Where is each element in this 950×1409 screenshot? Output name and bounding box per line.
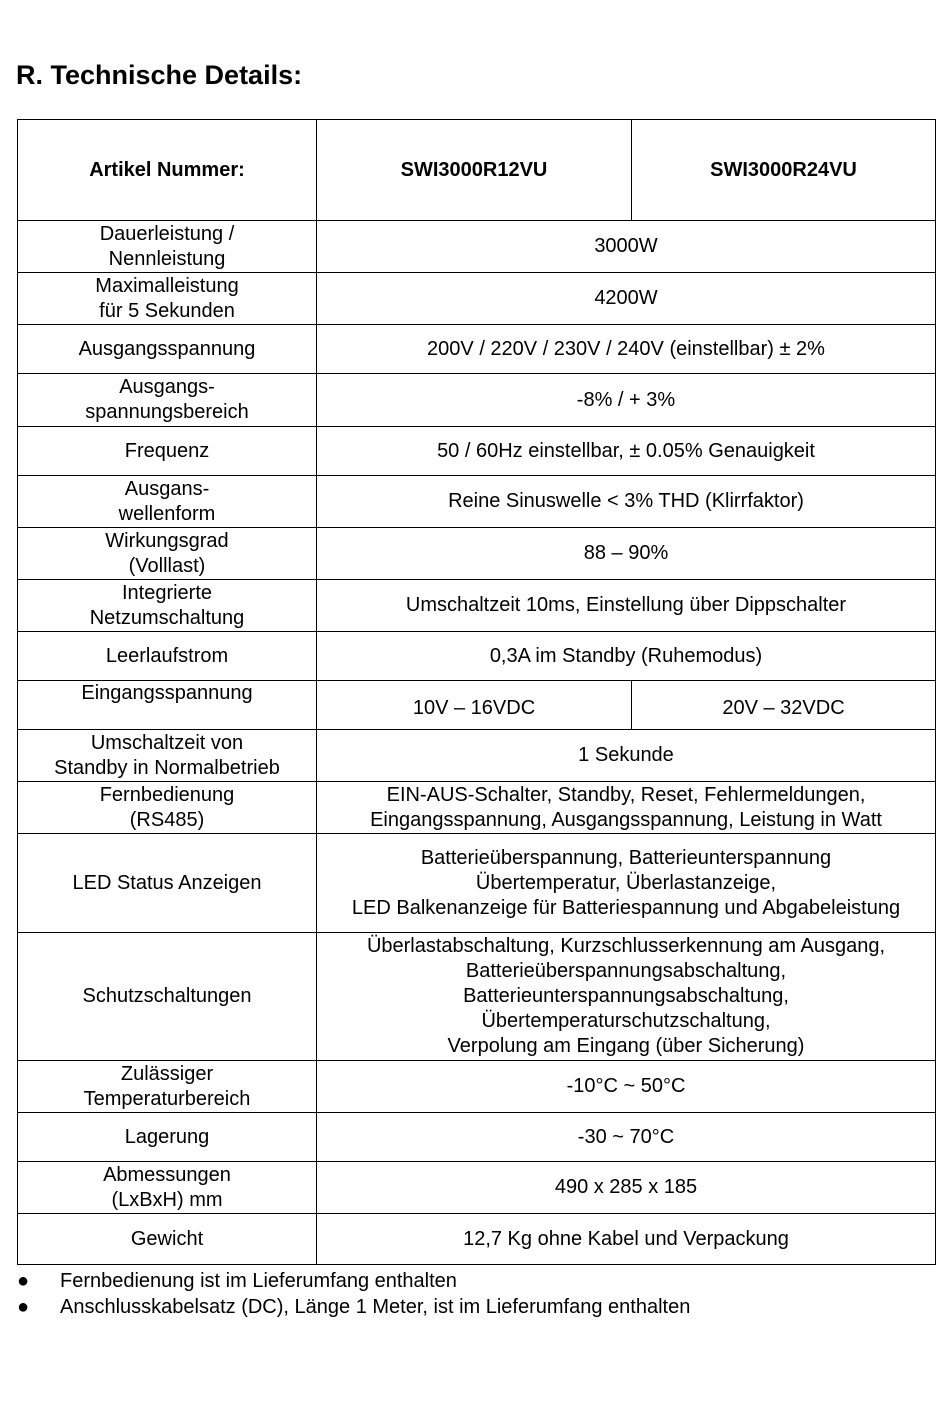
- spec-value-line: Überlastabschaltung, Kurzschlusserkennung am Ausgang,: [366, 935, 886, 957]
- spec-label-line: Ausgans-: [124, 477, 210, 500]
- spec-label-line: Integrierte: [121, 581, 213, 604]
- spec-label: [18, 933, 317, 1061]
- spec-label: [18, 325, 317, 374]
- spec-label-line: Umschaltzeit von: [90, 731, 244, 754]
- spec-label-line: Leerlaufstrom: [105, 644, 229, 667]
- spec-row: [18, 1061, 936, 1113]
- spec-value: [317, 1214, 936, 1265]
- spec-value: [317, 1061, 936, 1113]
- spec-label: [18, 834, 317, 933]
- spec-label-line: (RS485): [129, 808, 205, 831]
- spec-value-line: 88 – 90%: [583, 542, 669, 564]
- spec-row: [18, 730, 936, 782]
- model-a: SWI3000R12VU: [317, 120, 632, 221]
- spec-value-line: 12,7 Kg ohne Kabel und Verpackung: [463, 1227, 789, 1250]
- spec-value: [317, 273, 936, 325]
- spec-label-line: Ausgangsspannung: [78, 337, 256, 360]
- spec-row: [18, 476, 936, 528]
- header-row: [18, 120, 936, 221]
- note-text: Anschlusskabelsatz (DC), Länge 1 Meter, ist im Lieferumfang enthalten: [60, 1296, 691, 1318]
- spec-label-line: LED Status Anzeigen: [72, 871, 262, 894]
- spec-label-line: spannungsbereich: [85, 401, 249, 423]
- input-voltage-12v: 10V – 16VDC: [317, 681, 632, 730]
- spec-table: [17, 119, 936, 1265]
- notes-list: [17, 1268, 690, 1320]
- spec-value: [317, 476, 936, 528]
- spec-row: [18, 834, 936, 933]
- spec-value-line: 1 Sekunde: [578, 744, 674, 766]
- spec-row: [18, 528, 936, 580]
- spec-row: [18, 1162, 936, 1214]
- spec-value-line: Übertemperaturschutzschaltung,: [481, 1010, 771, 1032]
- spec-value-line: -30 ~ 70°C: [577, 1125, 675, 1148]
- spec-label: [18, 1214, 317, 1265]
- spec-value-line: Übertemperatur, Überlastanzeige,: [475, 871, 777, 894]
- spec-value-line: -10°C ~ 50°C: [566, 1075, 686, 1097]
- input-voltage-label: Eingangsspannung: [18, 681, 317, 730]
- spec-value: [317, 632, 936, 681]
- spec-value: [317, 427, 936, 476]
- spec-value: [317, 528, 936, 580]
- spec-label-line: (Volllast): [128, 554, 206, 577]
- spec-row: [18, 374, 936, 427]
- spec-value: [317, 580, 936, 632]
- spec-row: [18, 221, 936, 273]
- note-item: [17, 1294, 690, 1320]
- spec-label: [18, 221, 317, 273]
- spec-value: [317, 933, 936, 1061]
- spec-label: [18, 374, 317, 427]
- spec-label-line: Abmessungen: [103, 1163, 231, 1186]
- spec-value-line: 50 / 60Hz einstellbar, ± 0.05% Genauigkeit: [437, 439, 815, 462]
- spec-value-line: LED Balkenanzeige für Batteriespannung und Abgabeleistung: [351, 896, 901, 919]
- spec-label: [18, 782, 317, 834]
- spec-label-line: Maximalleistung: [95, 274, 239, 297]
- input-voltage-row: [18, 681, 936, 730]
- input-voltage-24v: 20V – 32VDC: [632, 681, 936, 730]
- spec-value: [317, 1162, 936, 1214]
- spec-value-line: 490 x 285 x 185: [554, 1176, 698, 1198]
- spec-label-line: (LxBxH) mm: [111, 1188, 223, 1211]
- spec-value-line: Batterieunterspannungsabschaltung,: [463, 985, 789, 1007]
- spec-label-line: Lagerung: [124, 1125, 210, 1148]
- spec-label: [18, 528, 317, 580]
- spec-label-line: Ausgangs-: [119, 376, 215, 398]
- spec-row: [18, 427, 936, 476]
- spec-label-line: Nennleistung: [108, 247, 226, 270]
- spec-value-line: 3000W: [594, 235, 658, 257]
- spec-row: [18, 782, 936, 834]
- spec-label: [18, 632, 317, 681]
- spec-value: [317, 1113, 936, 1162]
- spec-label: [18, 1113, 317, 1162]
- spec-value-line: 200V / 220V / 230V / 240V (einstellbar) ± 2%: [427, 337, 825, 360]
- spec-label: [18, 427, 317, 476]
- spec-value: [317, 834, 936, 933]
- spec-value: [317, 221, 936, 273]
- spec-label-line: Frequenz: [124, 439, 210, 462]
- spec-row: [18, 632, 936, 681]
- spec-value: [317, 782, 936, 834]
- model-b: SWI3000R24VU: [632, 120, 936, 221]
- spec-label-line: Schutzschaltungen: [82, 985, 252, 1007]
- bullet-icon: ●: [17, 1296, 30, 1318]
- spec-label-line: Gewicht: [130, 1227, 204, 1250]
- page-title: R. Technische Details:: [16, 60, 303, 90]
- spec-label-line: Dauerleistung /: [99, 222, 235, 245]
- spec-value: [317, 730, 936, 782]
- spec-label: [18, 273, 317, 325]
- note-text: Fernbedienung ist im Lieferumfang enthalten: [60, 1270, 457, 1292]
- bullet-icon: ●: [17, 1270, 30, 1292]
- spec-label: [18, 476, 317, 528]
- spec-value-line: Eingangsspannung, Ausgangsspannung, Leistung in Watt: [370, 808, 882, 831]
- header-label: Artikel Nummer:: [18, 120, 317, 221]
- spec-value-line: Verpolung am Eingang (über Sicherung): [447, 1035, 805, 1057]
- spec-row: [18, 580, 936, 632]
- spec-label-line: Temperaturbereich: [83, 1087, 251, 1110]
- spec-value: [317, 374, 936, 427]
- spec-value-line: 4200W: [594, 287, 658, 309]
- spec-label: [18, 580, 317, 632]
- spec-label-line: Fernbedienung: [99, 783, 235, 806]
- spec-value-line: Batterieüberspannung, Batterieunterspannung: [420, 846, 832, 869]
- spec-label: [18, 1162, 317, 1214]
- spec-label-line: Zulässiger: [120, 1062, 214, 1085]
- spec-row: [18, 1113, 936, 1162]
- spec-label: [18, 1061, 317, 1113]
- spec-value-line: 0,3A im Standby (Ruhemodus): [489, 644, 763, 667]
- spec-value-line: Reine Sinuswelle < 3% THD (Klirrfaktor): [448, 490, 804, 512]
- spec-value-line: Batterieüberspannungsabschaltung,: [465, 960, 787, 982]
- spec-label: [18, 730, 317, 782]
- spec-row: [18, 1214, 936, 1265]
- spec-label-line: Wirkungsgrad: [105, 529, 229, 552]
- spec-label-line: Standby in Normalbetrieb: [54, 756, 280, 779]
- spec-row: [18, 325, 936, 374]
- spec-value-line: EIN-AUS-Schalter, Standby, Reset, Fehlermeldungen,: [386, 783, 866, 806]
- spec-label-line: wellenform: [118, 502, 216, 525]
- spec-label-line: Netzumschaltung: [89, 606, 245, 629]
- spec-row: [18, 273, 936, 325]
- spec-value: [317, 325, 936, 374]
- spec-value-line: -8% / + 3%: [576, 388, 676, 411]
- spec-value-line: Umschaltzeit 10ms, Einstellung über Dippschalter: [405, 594, 847, 616]
- note-item: [17, 1268, 690, 1294]
- spec-label-line: für 5 Sekunden: [99, 299, 235, 322]
- spec-row: [18, 933, 936, 1061]
